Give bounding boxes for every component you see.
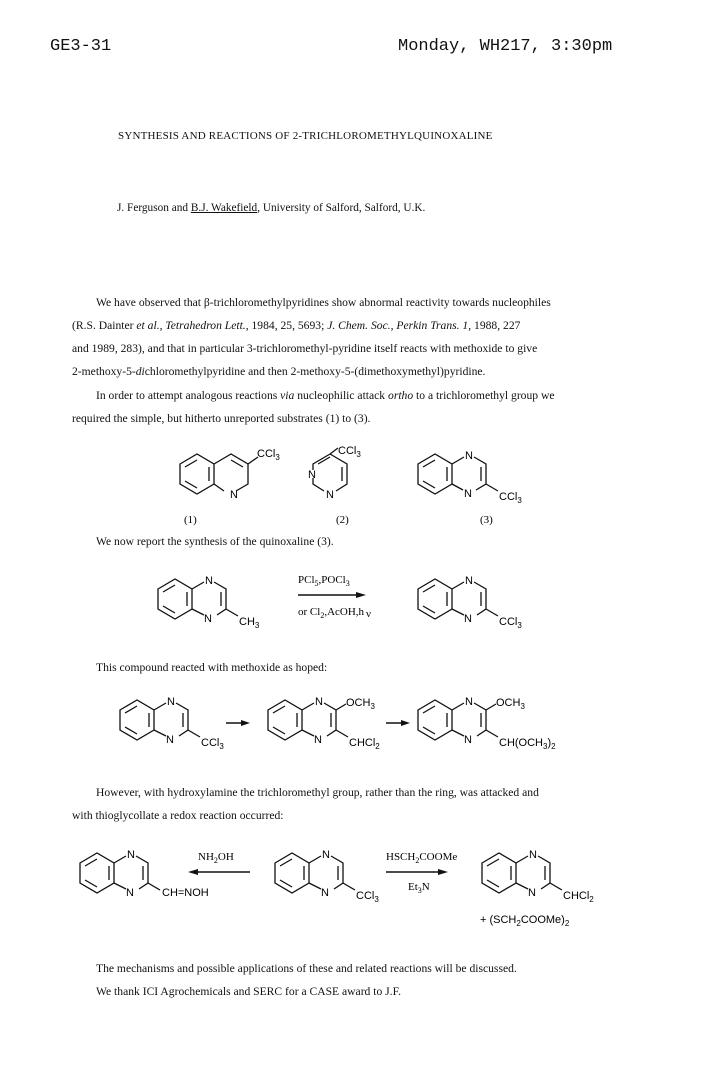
paragraph-2-line — [72, 384, 652, 407]
text-span: di — [135, 365, 145, 378]
atom-n: N — [465, 575, 473, 587]
text-span: to a trichloromethyl group we — [413, 389, 555, 402]
svg-text:N: N — [314, 734, 322, 746]
paragraph-5 — [72, 781, 652, 827]
text-span: , 1984, 25, 5693; — [245, 319, 328, 332]
atom-n: N — [464, 488, 472, 500]
session-code: GE3-31 — [50, 37, 112, 56]
quinoxaline-3 — [120, 696, 224, 751]
svg-text:N: N — [464, 734, 472, 746]
svg-text:N: N — [321, 887, 329, 899]
reagent-et3n: $Et_3N$ — [408, 881, 430, 895]
ccl3-label: CCl$_3$ — [499, 491, 522, 505]
quinoline-structure — [180, 448, 280, 501]
paragraph-1-line: and 1989, 283), and that in particular 3-trichloromethyl-pyridine itself reacts with methoxide to give — [72, 342, 538, 355]
text-span: , 1988, 227 — [468, 319, 521, 332]
paragraph-5-line: with thioglycollate a redox reaction occurred: — [72, 809, 284, 822]
quinoxaline-center — [275, 849, 379, 904]
byproduct-disulfide: + $(SCH_2COOMe)_2$ — [480, 914, 570, 928]
atom-n: N — [326, 489, 334, 501]
svg-text:CCl3: CCl$_3$ — [356, 890, 379, 904]
svg-text:N: N — [315, 696, 323, 708]
reagent-nh2oh: $NH_2OH$ — [198, 851, 234, 865]
paragraph-1 — [72, 291, 652, 383]
closing-paragraph — [96, 957, 656, 1003]
methoxy-dichloromethyl-quinoxaline — [268, 696, 380, 751]
atom-n: N — [308, 469, 316, 481]
ccl3-label: CCl$_3$ — [338, 445, 361, 459]
text-span: In order to attempt analogous reactions — [96, 389, 281, 402]
text-span: We have observed that — [96, 296, 204, 309]
scheme-substrates — [140, 445, 560, 530]
scheme-methoxide — [110, 690, 600, 760]
svg-text:N: N — [166, 734, 174, 746]
text-span: via — [280, 389, 295, 402]
methylquinoxaline-structure — [158, 575, 260, 630]
svg-text:N: N — [127, 849, 135, 861]
arrow-head — [188, 869, 198, 875]
svg-text:CCl3: CCl$_3$ — [201, 737, 224, 751]
paragraph-5-line: However, with hydroxylamine the trichloromethyl group, rather than the ring, was attacked and — [96, 786, 539, 799]
text-span: et al. — [136, 319, 160, 332]
svg-text:OCH3: $OCH_3$ — [496, 697, 525, 711]
text-span: ortho — [388, 389, 414, 402]
arrow-head — [438, 869, 448, 875]
beta-symbol: β — [203, 296, 210, 309]
atom-n: N — [465, 450, 473, 462]
arrow-head — [241, 720, 250, 726]
svg-text:N: N — [465, 696, 473, 708]
quinoxaline-product — [418, 575, 522, 630]
author-presenter: B.J. Wakefield — [190, 202, 258, 214]
paragraph-2 — [72, 384, 652, 430]
text-span: -trichloromethylpyridines show abnormal reactivity towards nucleophiles — [209, 296, 551, 309]
ccl3-label: CCl$_3$ — [257, 448, 280, 462]
ccl3-label: CCl$_3$ — [499, 616, 522, 630]
acetal-label: $CH(OCH_3)_2$ — [499, 737, 556, 751]
svg-text:CHCl2: CHCl$_2$ — [563, 890, 594, 904]
text-span: chloromethylpyridine and then 2-methoxy-5-(dimethoxymethyl)pyridine. — [144, 365, 486, 378]
text-span: nucleophilic attack — [294, 389, 389, 402]
paragraph-1-line — [72, 360, 652, 383]
oxime-product — [80, 849, 209, 899]
pyrimidine-structure — [308, 445, 361, 501]
closing-line: We thank ICI Agrochemicals and SERC for a CASE award to J.F. — [96, 985, 401, 998]
synthesis-sentence: We now report the synthesis of the quinoxaline (3). — [96, 535, 334, 548]
atom-n: N — [204, 613, 212, 625]
atom-n: N — [230, 489, 238, 501]
text-span: , — [159, 319, 166, 332]
reagent-cl2: or $Cl_2,AcOH,h$ ν — [298, 606, 372, 620]
atom-n: N — [205, 575, 213, 587]
scheme-hydroxylamine-thioglycollate — [70, 840, 630, 940]
och3-label: $OCH_3$ — [346, 697, 375, 711]
methoxide-sentence: This compound reacted with methoxide as hoped: — [96, 661, 328, 674]
abstract-title: SYNTHESIS AND REACTIONS OF 2-TRICHLOROMETHYLQUINOXALINE — [118, 130, 493, 142]
text-span: (R.S. Dainter — [72, 319, 137, 332]
quinoxaline-structure — [418, 450, 522, 505]
paragraph-1-line — [72, 291, 652, 314]
oxime-label: CH=NOH — [162, 887, 209, 899]
svg-text:N: N — [167, 696, 175, 708]
paragraph-1-line — [72, 314, 652, 337]
author-affiliation: , University of Salford, Salford, U.K. — [257, 202, 426, 214]
dichloromethyl-product — [482, 849, 594, 904]
svg-text:N: N — [529, 849, 537, 861]
reagent-thioglycollate: $HSCH_2COOMe$ — [386, 851, 458, 865]
journal-name: Tetrahedron Lett. — [165, 319, 246, 332]
text-span: 2-methoxy-5- — [72, 365, 136, 378]
svg-text:N: N — [528, 887, 536, 899]
journal-name: J. Chem. Soc., Perkin Trans. 1 — [327, 319, 469, 332]
arrow-head — [401, 720, 410, 726]
reagent-pcl5: PCl$_5$,POCl$_3$ — [298, 574, 350, 588]
chcl2-label: CHCl$_2$ — [349, 737, 380, 751]
compound-label-2: (2) — [336, 514, 349, 526]
paragraph-2-line: required the simple, but hitherto unreported substrates (1) to (3). — [72, 412, 371, 425]
session-info: Monday, WH217, 3:30pm — [398, 37, 613, 56]
compound-label-1: (1) — [184, 514, 197, 526]
svg-text:N: N — [322, 849, 330, 861]
compound-label-3: (3) — [480, 514, 493, 526]
author-first: J. Ferguson and — [117, 202, 191, 214]
methoxy-acetal-quinoxaline — [418, 696, 556, 751]
ch3-label: $CH_3$ — [239, 616, 260, 630]
arrow-head — [356, 592, 366, 598]
closing-line: The mechanisms and possible applications of these and related reactions will be discussed. — [96, 962, 517, 975]
authors-line — [117, 202, 425, 214]
svg-text:N: N — [126, 887, 134, 899]
atom-n: N — [464, 613, 472, 625]
scheme-synthesis — [150, 565, 550, 640]
